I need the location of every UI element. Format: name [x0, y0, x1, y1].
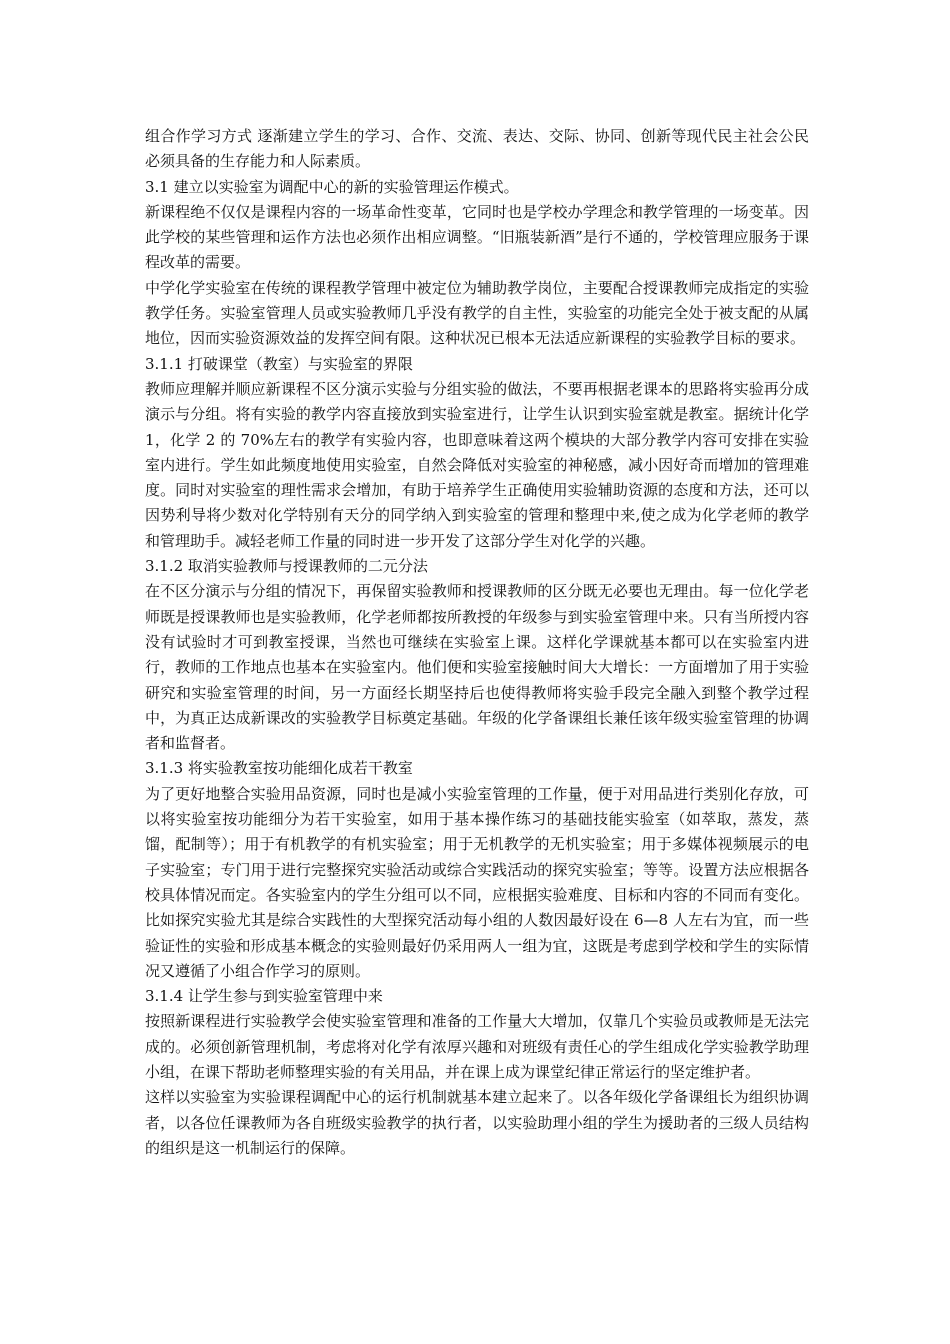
- heading-3-1: 3.1 建立以实验室为调配中心的新的实验管理运作模式。: [145, 177, 519, 196]
- paragraph-conclusion: 这样以实验室为实验课程调配中心的运行机制就基本建立起来了。以各年级化学备课组长为组织协调者，以各位任课教师为各自班级实验教学的执行者，以实验助理小组的学生为援助者的三级人员结构的组织是这一机制运行的保障。: [145, 1088, 809, 1157]
- heading-3-1-4: 3.1.4 让学生参与到实验室管理中来: [145, 987, 383, 1006]
- paragraph-traditional-lab: 中学化学实验室在传统的课程教学管理中被定位为辅助教学岗位，主要配合授课教师完成指定的实验教学任务。实验室管理人员或实验教师几乎没有教学的自主性，实验室的功能完全处于被支配的从属地位，因而实验资源效益的发挥空间有限。这种状况已根本无法适应新课程的实验教学目标的要求。: [145, 278, 809, 348]
- paragraph-intro-continuation: 组合作学习方式 逐渐建立学生的学习、合作、交流、表达、交际、协同、创新等现代民主社会公民必须具备的生存能力和人际素质。: [145, 127, 809, 171]
- paragraph-3-1-2-body: 在不区分演示与分组的情况下，再保留实验教师和授课教师的区分既无必要也无理由。每一位化学老师既是授课教师也是实验教师，化学老师都按所教授的年级参与到实验室管理中来。只有当所授内容没有试验时才可到教室授课，当然也可继续在实验室上课。这样化学课就基本都可以在实验室内进行，教师的工作地点也基本在实验室内。他们便和实验室接触时间大大增长：一方面增加了用于实验研究和实验室管理的时间，另一方面经长期坚持后也使得教师将实验手段完全融入到整个教学过程中，为真正达成新课改的实验教学目标奠定基础。年级的化学备课组长兼任该年级实验室管理的协调者和监督者。: [145, 582, 809, 753]
- document-page: [145, 124, 809, 1161]
- paragraph-3-1-1-body: 教师应理解并顺应新课程不区分演示实验与分组实验的做法，不要再根据老课本的思路将实验再分成演示与分组。将有实验的教学内容直接放到实验室进行，让学生认识到实验室就是教室。据统计化学 1，化学 2 的 70%左右的教学有实验内容，也即意味着这两个模块的大部分教学内容可安排在实验室内进行。学生如此频度地使用实验室，自然会降低对实验室的神秘感，减小因好奇而增加的管理难度。同时对实验室的理性需求会增加，有助于培养学生正确使用实验辅助资源的态度和方法，还可以因势利导将少数对化学特别有天分的同学纳入到实验室的管理和整理中来,使之成为化学老师的教学和管理助手。减轻老师工作量的同时进一步开发了这部分学生对化学的兴趣。: [145, 379, 809, 550]
- paragraph-new-curriculum: 新课程绝不仅仅是课程内容的一场革命性变革，它同时也是学校办学理念和教学管理的一场变革。因此学校的某些管理和运作方法也必须作出相应调整。“旧瓶装新酒”是行不通的，学校管理应服务于课程改革的需要。: [145, 202, 809, 272]
- paragraph-3-1-4-body: 按照新课程进行实验教学会使实验室管理和准备的工作量大大增加，仅靠几个实验员或教师是无法完成的。必须创新管理机制，考虑将对化学有浓厚兴趣和对班级有责任心的学生组成化学实验教学助理小组，在课下帮助老师整理实验的有关用品，并在课上成为课堂纪律正常运行的坚定维护者。: [145, 1012, 809, 1081]
- heading-3-1-2: 3.1.2 取消实验教师与授课教师的二元分法: [145, 557, 428, 576]
- heading-3-1-1: 3.1.1 打破课堂（教室）与实验室的界限: [145, 354, 413, 373]
- paragraph-3-1-3-body: 为了更好地整合实验用品资源，同时也是减小实验室管理的工作量，便于对用品进行类别化存放，可以将实验室按功能细分为若干实验室，如用于基本操作练习的基础技能实验室（如萃取，蒸发，蒸馏，配制等）；用于有机教学的有机实验室；用于无机教学的无机实验室；用于多媒体视频展示的电子实验室；专门用于进行完整探究实验活动或综合实践活动的探究实验室；等等。设置方法应根据各校具体情况而定。各实验室内的学生分组可以不同，应根据实验难度、目标和内容的不同而有变化。比如探究实验尤其是综合实践性的大型探究活动每小组的人数因最好设在 6—8 人左右为宜，而一些验证性的实验和形成基本概念的实验则最好仍采用两人一组为宜，这既是考虑到学校和学生的实际情况又遵循了小组合作学习的原则。: [145, 784, 809, 980]
- heading-3-1-3: 3.1.3 将实验教室按功能细化成若干教室: [145, 759, 413, 778]
